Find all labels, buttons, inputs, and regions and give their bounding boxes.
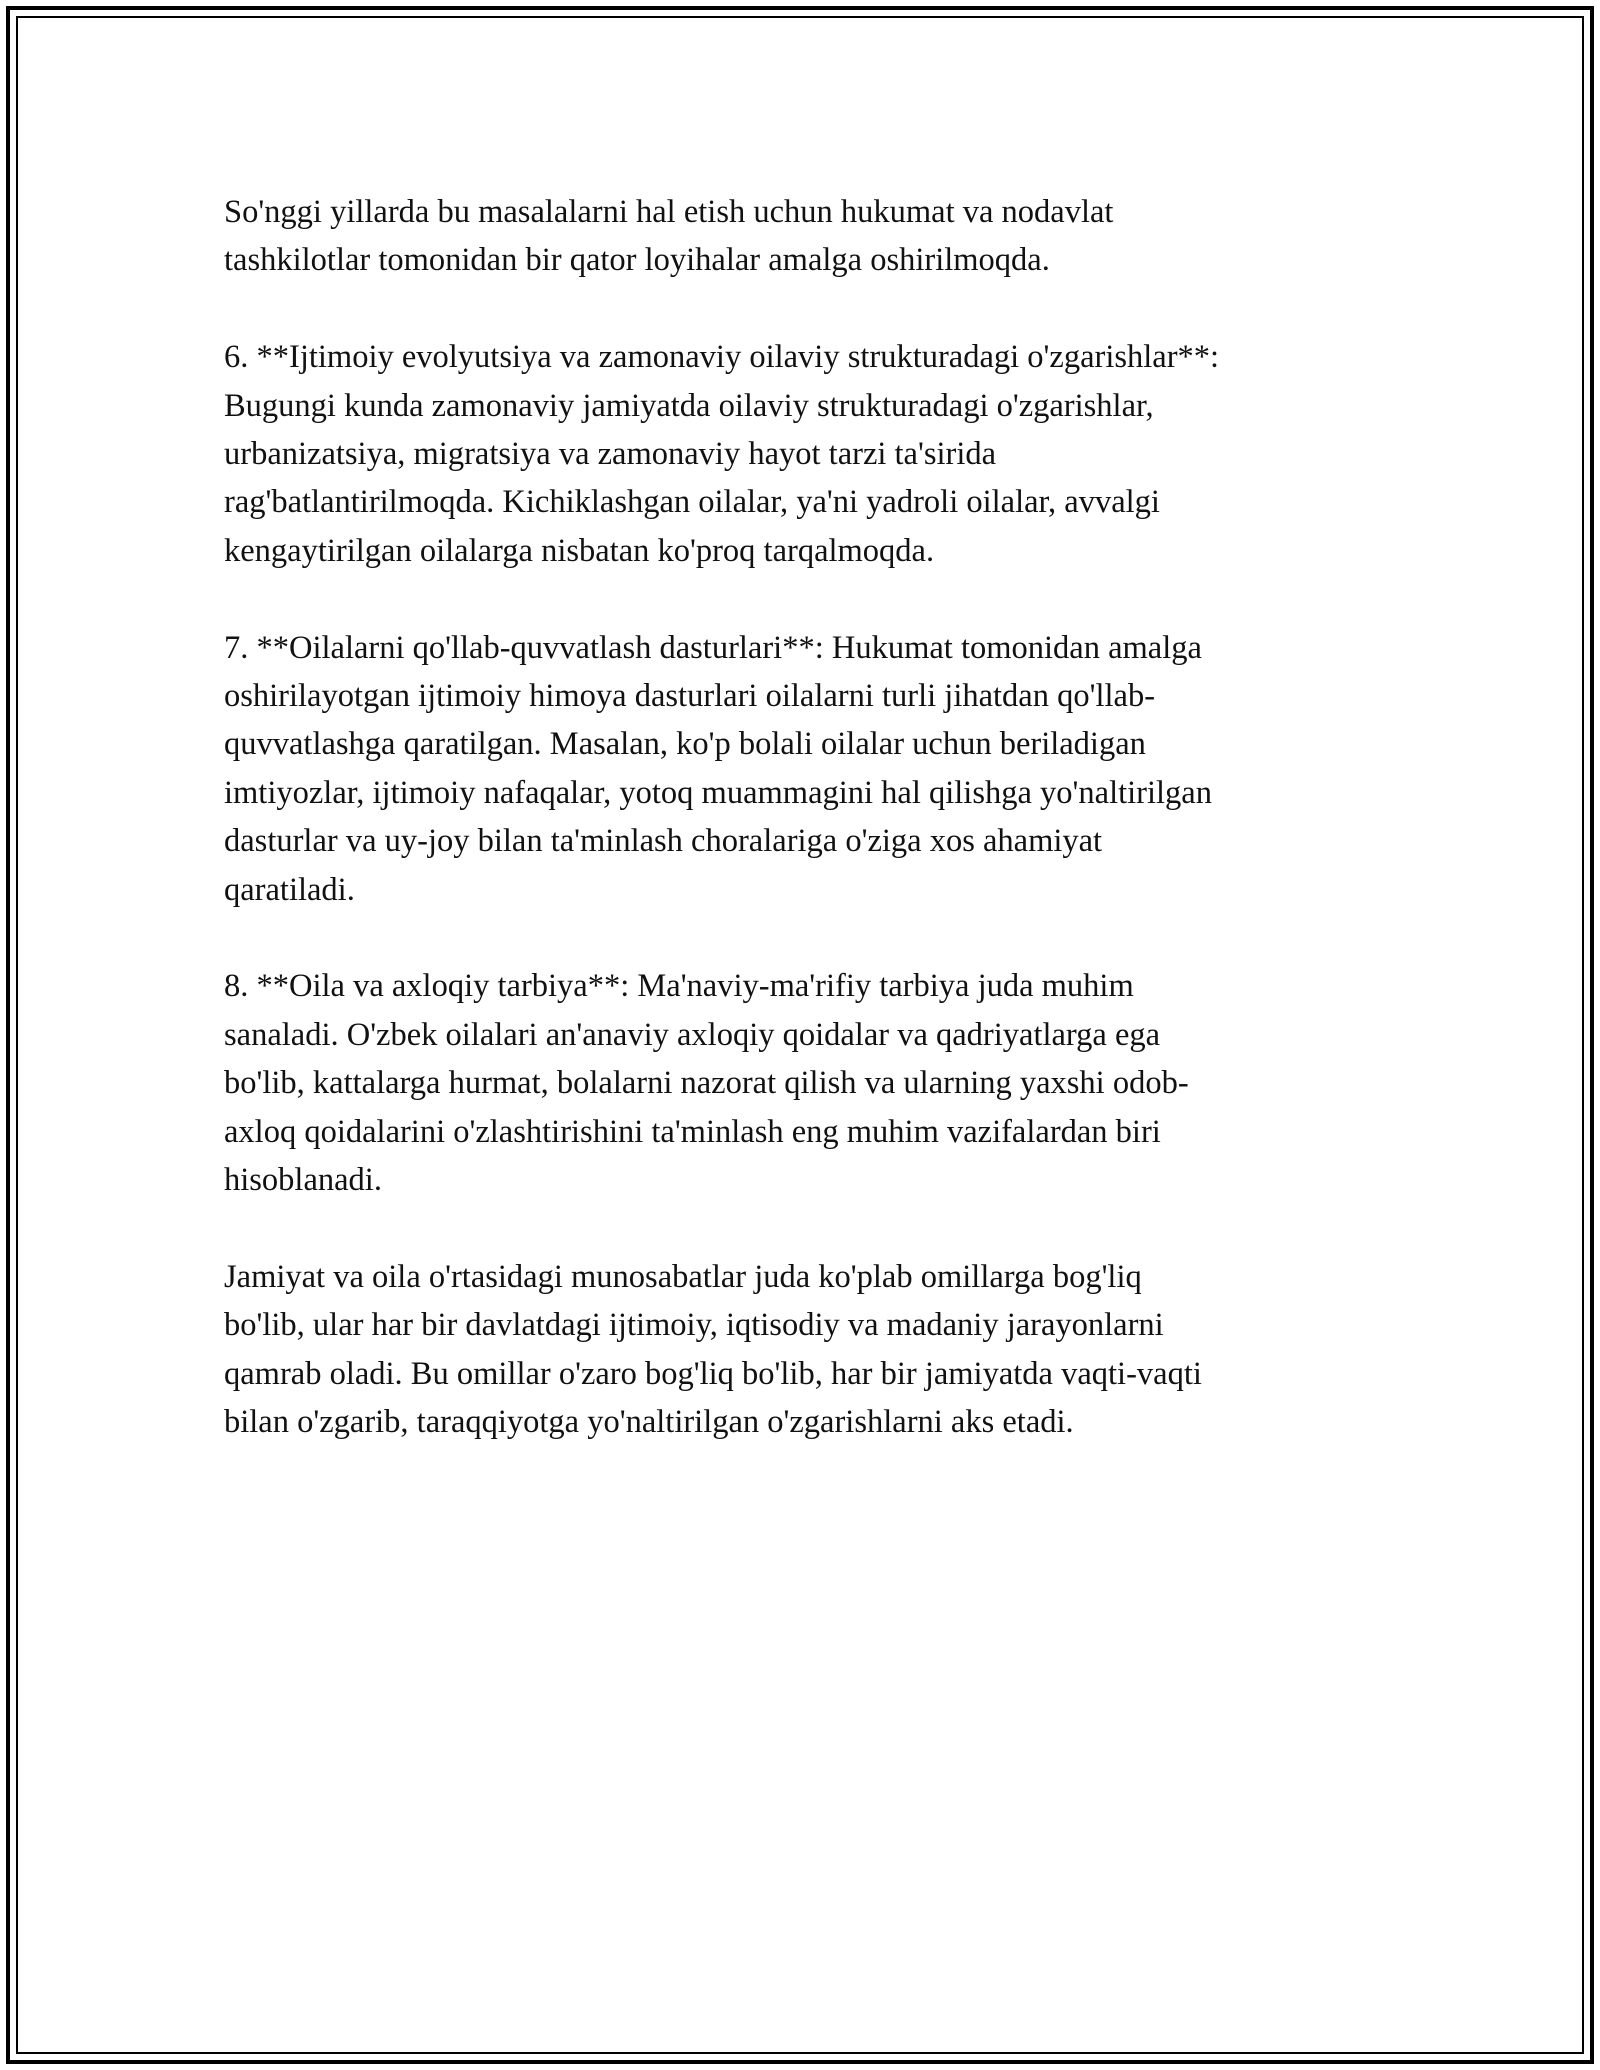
text-line: qamrab oladi. Bu omillar o'zaro bog'liq bo'lib, har bir jamiyatda vaqti-vaqti xyxy=(224,1355,1202,1392)
text-line: Jamiyat va oila o'rtasidagi munosabatlar juda ko'plab omillarga bog'liq xyxy=(224,1258,1142,1295)
text-line: rag'batlantirilmoqda. Kichiklashgan oilalar, ya'ni yadroli oilalar, avvalgi xyxy=(224,484,1160,521)
paragraph-item-7 xyxy=(224,624,1374,914)
text-line: oshirilayotgan ijtimoiy himoya dasturlari oilalarni turli jihatdan qo'llab- xyxy=(224,678,1156,715)
text-line: 6. **Ijtimoiy evolyutsiya va zamonaviy oilaviy strukturadagi o'zgarishlar**: xyxy=(224,339,1220,376)
text-line: 8. **Oila va axloqiy tarbiya**: Ma'naviy-ma'rifiy tarbiya juda muhim xyxy=(224,968,1134,1005)
paragraph-conclusion xyxy=(224,1253,1374,1447)
text-line: bo'lib, ular har bir davlatdagi ijtimoiy, iqtisodiy va madaniy jarayonlarni xyxy=(224,1307,1164,1344)
text-line: urbanizatsiya, migratsiya va zamonaviy hayot tarzi ta'sirida xyxy=(224,436,997,473)
text-line: bilan o'zgarib, taraqqiyotga yo'naltirilgan o'zgarishlarni aks etadi. xyxy=(224,1404,1074,1441)
text-line: Bugungi kunda zamonaviy jamiyatda oilaviy strukturadagi o'zgarishlar, xyxy=(224,387,1154,424)
text-line: hisoblanadi. xyxy=(224,1162,382,1199)
paragraph-item-8 xyxy=(224,962,1374,1204)
text-line: imtiyozlar, ijtimoiy nafaqalar, yotoq muammagini hal qilishga yo'naltirilgan xyxy=(224,774,1212,811)
text-line: tashkilotlar tomonidan bir qator loyihalar amalga oshirilmoqda. xyxy=(224,242,1050,279)
text-line: axloq qoidalarini o'zlashtirishini ta'minlash eng muhim vazifalardan biri xyxy=(224,1113,1161,1150)
text-line: 7. **Oilalarni qo'llab-quvvatlash dasturlari**: Hukumat tomonidan amalga xyxy=(224,629,1202,666)
text-line: quvvatlashga qaratilgan. Masalan, ko'p bolali oilalar uchun beriladigan xyxy=(224,726,1146,763)
text-line: kengaytirilgan oilalarga nisbatan ko'proq tarqalmoqda. xyxy=(224,532,935,569)
paragraph-item-6 xyxy=(224,333,1374,575)
text-line: bo'lib, kattalarga hurmat, bolalarni nazorat qilish va ularning yaxshi odob- xyxy=(224,1065,1189,1102)
text-line: So'nggi yillarda bu masalalarni hal etish uchun hukumat va nodavlat xyxy=(224,194,1114,230)
text-line: qaratiladi. xyxy=(224,871,355,908)
text-line: sanaladi. O'zbek oilalari an'anaviy axloqiy qoidalar va qadriyatlarga ega xyxy=(224,1016,1161,1053)
text-line: dasturlar va uy-joy bilan ta'minlash choralariga o'ziga xos ahamiyat xyxy=(224,823,1103,860)
document-body xyxy=(224,188,1374,1495)
paragraph-intro xyxy=(224,188,1374,285)
